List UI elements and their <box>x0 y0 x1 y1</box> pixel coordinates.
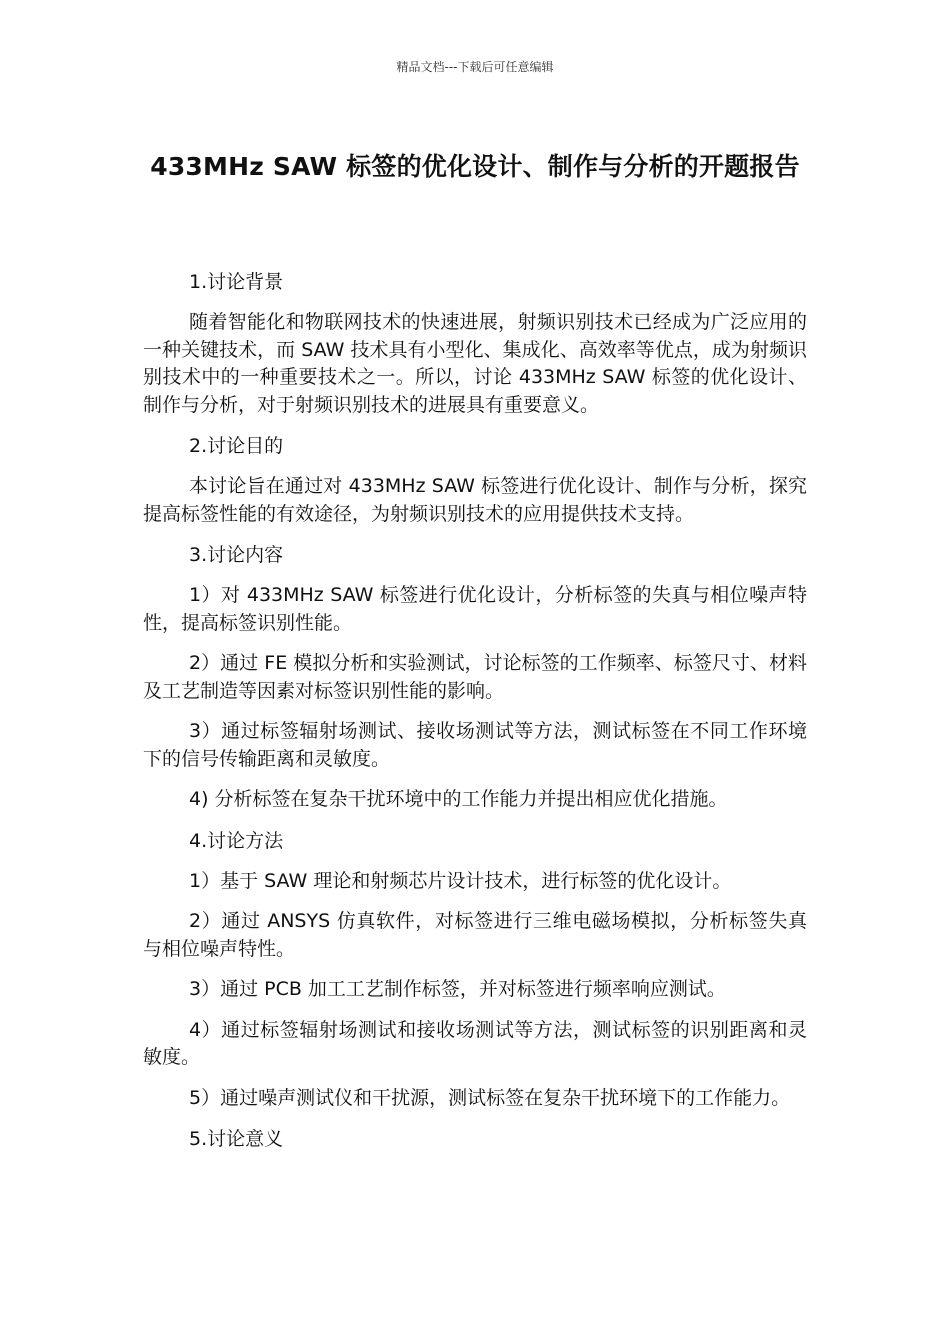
list-item: 3）通过 PCB 加工工艺制作标签，并对标签进行频率响应测试。 <box>189 978 726 1000</box>
section-heading: 4.讨论方法 <box>189 829 284 852</box>
list-item: 4）通过标签辐射场测试和接收场测试等方法，测试标签的识别距离和灵敏度。 <box>143 1018 807 1068</box>
section-background <box>143 268 807 419</box>
section-methods <box>143 827 807 1113</box>
section-heading: 5.讨论意义 <box>189 1128 284 1150</box>
document-body <box>143 268 807 1166</box>
paragraph: 随着智能化和物联网技术的快速进展，射频识别技术已经成为广泛应用的一种关键技术，而 SAW 技术具有小型化、集成化、高效率等优点，成为射频识别技术中的一种重要技术之一。所以，讨论 433MHz SAW 标签的优化设计、制作与分析，对于射频识别技术的进展具有重要意义。 <box>143 311 807 416</box>
document-title: 433MHz SAW 标签的优化设计、制作与分析的开题报告 <box>150 152 800 181</box>
list-item: 2）通过 FE 模拟分析和实验测试，讨论标签的工作频率、标签尺寸、材料及工艺制造等因素对标签识别性能的影响。 <box>143 652 807 702</box>
section-significance <box>143 1125 807 1153</box>
list-item: 1）基于 SAW 理论和射频芯片设计技术，进行标签的优化设计。 <box>189 869 732 892</box>
list-item: 2）通过 ANSYS 仿真软件，对标签进行三维电磁场模拟，分析标签失真与相位噪声特性。 <box>143 910 807 960</box>
section-content <box>143 541 807 814</box>
list-item: 3）通过标签辐射场测试、接收场测试等方法，测试标签在不同工作环境下的信号传输距离和灵敏度。 <box>143 720 807 770</box>
paragraph: 本讨论旨在通过对 433MHz SAW 标签进行优化设计、制作与分析，探究提高标签性能的有效途径，为射频识别技术的应用提供技术支持。 <box>143 475 807 525</box>
section-heading: 2.讨论目的 <box>189 435 284 457</box>
list-item: 5）通过噪声测试仪和干扰源，测试标签在复杂干扰环境下的工作能力。 <box>189 1086 791 1109</box>
page-header: 精品文档---下载后可任意编辑 <box>396 60 554 74</box>
section-purpose <box>143 432 807 528</box>
list-item: 4) 分析标签在复杂干扰环境中的工作能力并提出相应优化措施。 <box>189 788 728 810</box>
section-heading: 1.讨论背景 <box>189 271 284 293</box>
section-heading: 3.讨论内容 <box>189 544 284 566</box>
list-item: 1）对 433MHz SAW 标签进行优化设计，分析标签的失真与相位噪声特性，提高标签识别性能。 <box>143 584 807 634</box>
